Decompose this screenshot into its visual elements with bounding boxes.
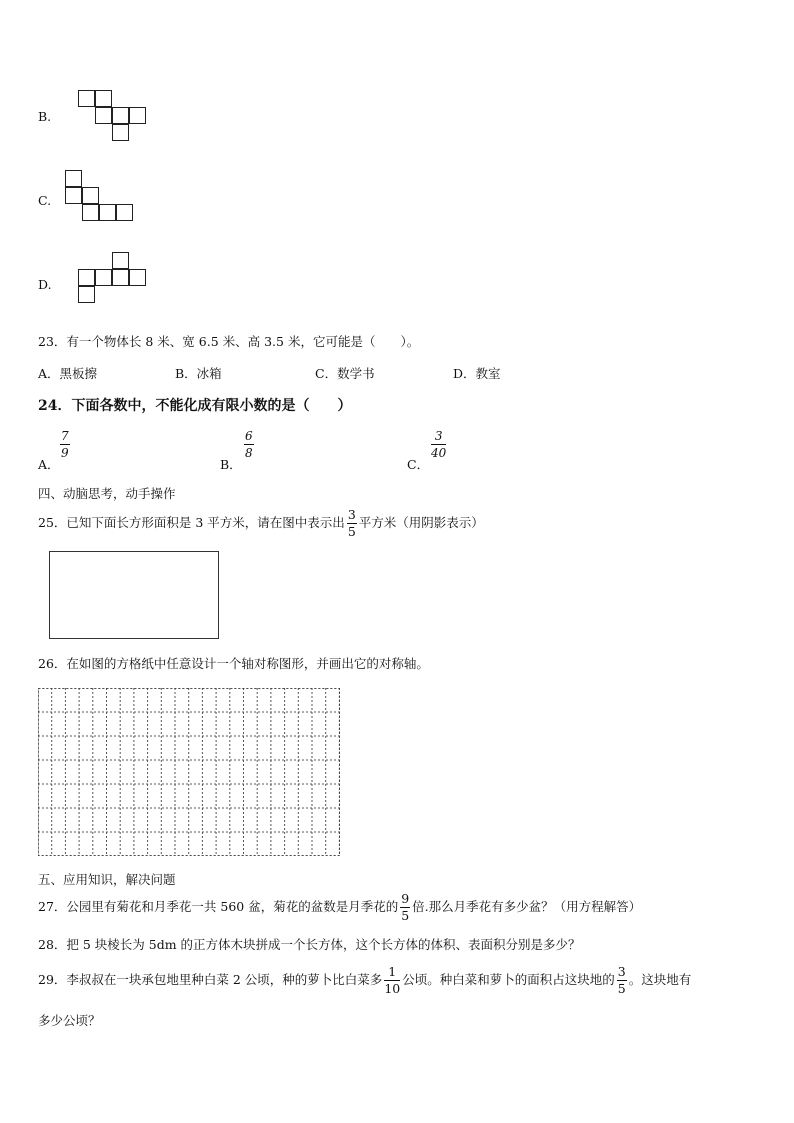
q29-fraction-2: $\frac{3}{5}$	[617, 963, 626, 996]
question-27-text: 27．公园里有菊花和月季花一共 560 盆，菊花的盆数是月季花的 $\frac{9}{5}$ 倍.那么月季花有多少盆？（用方程解答）	[38, 890, 642, 923]
section-5-heading: 五、应用知识，解决问题	[38, 872, 176, 887]
option-b-label: B.	[38, 109, 52, 124]
q29-fraction-1: $\frac{1}{10}$	[384, 963, 401, 996]
option-c-label: C.	[38, 193, 52, 208]
q25-fraction: $\frac{3}{5}$	[347, 506, 356, 539]
q23-option-b: B．冰箱	[175, 366, 222, 381]
question-25-text: 25．已知下面长方形面积是 3 平方米，请在图中表示出 $\frac{3}{5}$ 平方米（用阴影表示）	[38, 506, 484, 539]
q24-option-c-label: C．	[407, 457, 430, 472]
cube-net-c	[65, 170, 137, 228]
question-23-text: 23．有一个物体长 8 米、宽 6.5 米、高 3.5 米，它可能是（ ）。	[38, 334, 420, 349]
question-29-text: 29．李叔叔在一块承包地里种白菜 2 公顷，种的萝卜比白菜多 $\frac{1}{10}$ 公顷。种白菜和萝卜的面积占这块地的 $\frac{3}{5}$ 。这块地有	[38, 963, 692, 996]
q24-option-a-label: A．	[38, 457, 60, 472]
q24-option-c-fraction: $\frac{3}{40}$	[431, 429, 447, 460]
q24-option-a-fraction: $\frac{7}{9}$	[61, 429, 69, 460]
section-4-heading: 四、动脑思考，动手操作	[38, 486, 176, 501]
question-26-text: 26．在如图的方格纸中任意设计一个轴对称图形，并画出它的对称轴。	[38, 656, 429, 671]
question-29-continuation: 多少公顷？	[38, 1013, 101, 1028]
question-28-text: 28．把 5 块棱长为 5dm 的正方体木块拼成一个长方体，这个长方体的体积、表面积分别是多少？	[38, 937, 581, 952]
q23-option-c: C．数学书	[315, 366, 375, 381]
q27-fraction: $\frac{9}{5}$	[401, 890, 410, 923]
q24-option-b-label: B．	[220, 457, 242, 472]
option-d-label: D.	[38, 277, 52, 292]
q23-option-a: A．黑板擦	[38, 366, 98, 381]
cube-net-b	[78, 90, 150, 148]
q25-rectangle	[49, 551, 219, 639]
question-24-text: 24．下面各数中，不能化成有限小数的是（ ）	[38, 398, 352, 414]
q23-option-d: D．教室	[453, 366, 501, 381]
q24-option-b-fraction: $\frac{6}{8}$	[245, 429, 253, 460]
cube-net-d	[78, 252, 150, 310]
q26-grid-paper	[38, 688, 340, 856]
